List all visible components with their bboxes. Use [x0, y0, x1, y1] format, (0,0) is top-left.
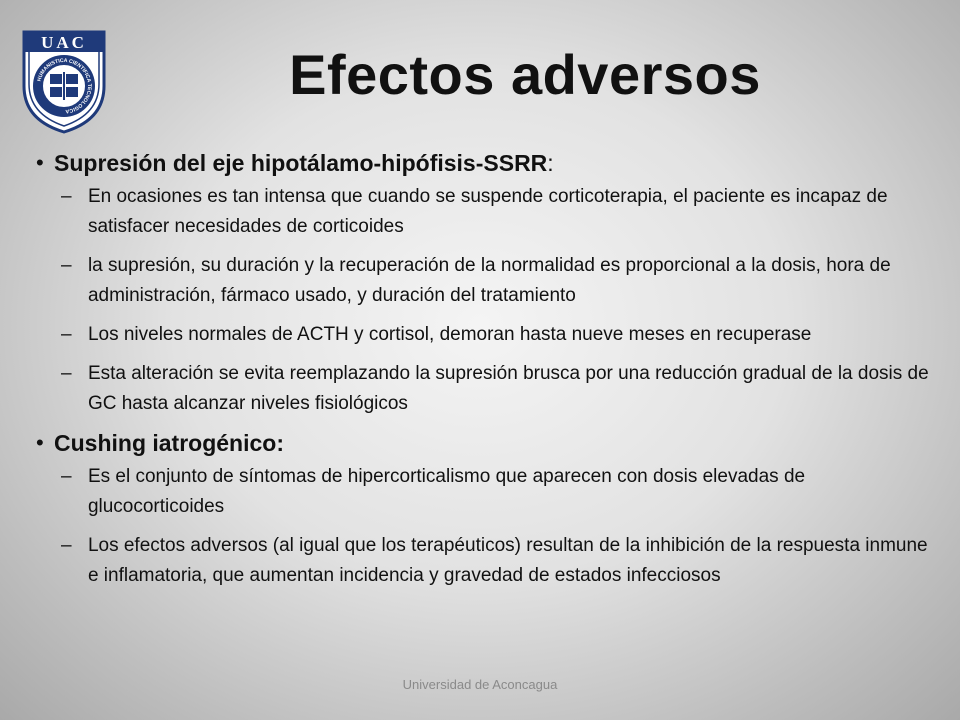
- list-item: [61, 320, 941, 350]
- dash-marker: –: [61, 363, 72, 384]
- list-item: [61, 359, 941, 419]
- bullet-marker: •: [36, 150, 44, 175]
- section-heading-text: Cushing iatrogénico:: [54, 430, 284, 456]
- list-item: [61, 531, 941, 591]
- logo-label: UAC: [41, 33, 87, 52]
- dash-marker: –: [61, 186, 72, 207]
- dash-marker: –: [61, 255, 72, 276]
- list-item-text: En ocasiones es tan intensa que cuando se suspende corticoterapia, el paciente es incapaz de satisfacer necesidades de corticoides: [87, 186, 888, 237]
- section-heading: [36, 148, 941, 178]
- list-item: [61, 251, 941, 311]
- list-item: [61, 182, 941, 242]
- bullet-marker: •: [36, 430, 44, 455]
- list-item: [61, 462, 941, 522]
- list-item-text: Los niveles normales de ACTH y cortisol, demoran hasta nueve meses en recuperase: [87, 324, 812, 345]
- sub-list: [61, 182, 941, 419]
- logo-ring-text: HUMANISTICA CIENTIFICA TECNOLOGICA: [36, 57, 93, 115]
- dash-marker: –: [61, 466, 72, 487]
- list-item-text: la supresión, su duración y la recuperación de la normalidad es proporcional a la dosis, hora de administración, fármaco usado, y duración del tratamiento: [87, 255, 891, 306]
- footer-text: Universidad de Aconcagua: [402, 677, 558, 692]
- slide-title: Efectos adversos: [289, 43, 761, 106]
- sub-list: [61, 462, 941, 591]
- section-heading-text: Supresión del eje hipotálamo-hipófisis-SSRR: [54, 150, 548, 176]
- list-item-text: Los efectos adversos (al igual que los terapéuticos) resultan de la inhibición de la respuesta inmune e inflamatoria, que aumentan incidencia y gravedad de estados infecciosos: [87, 535, 928, 586]
- list-item-text: Es el conjunto de síntomas de hipercorticalismo que aparecen con dosis elevadas de glucocorticoides: [87, 466, 806, 517]
- dash-marker: –: [61, 324, 72, 345]
- dash-marker: –: [61, 535, 72, 556]
- heading-colon: :: [547, 150, 554, 176]
- slide-content: [36, 140, 941, 600]
- list-item-text: Esta alteración se evita reemplazando la supresión brusca por una reducción gradual de la dosis de GC hasta alcanzar niveles fisiológicos: [87, 363, 929, 414]
- section-heading: [36, 428, 941, 458]
